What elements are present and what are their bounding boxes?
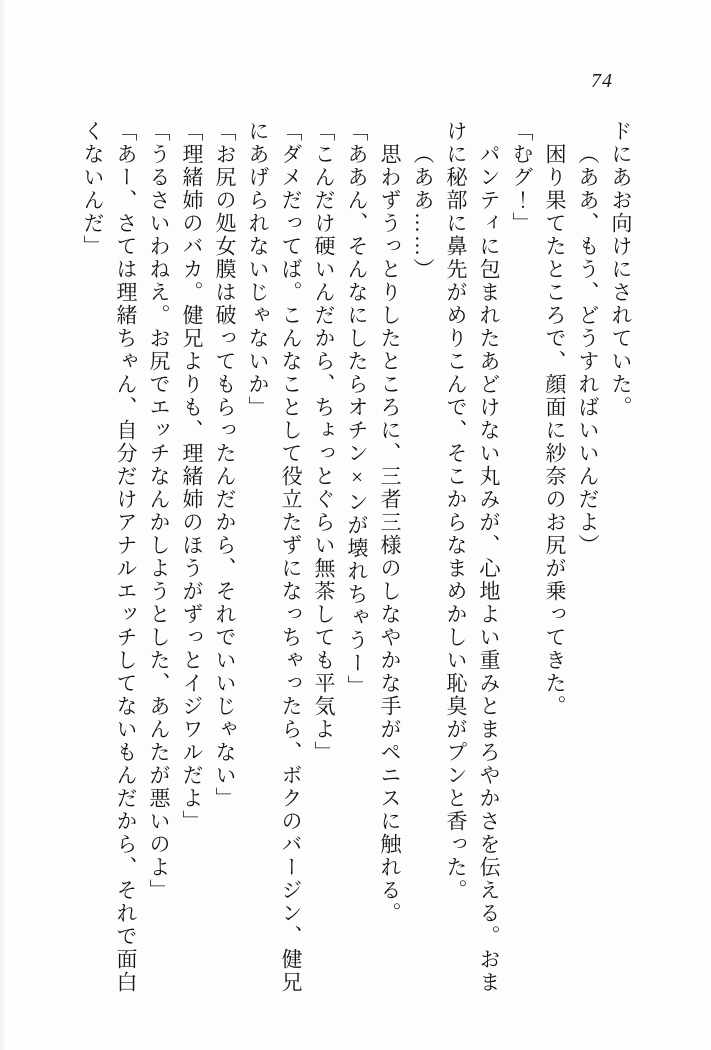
text-line: 「ダメだってば。こんなことして役立たずになっちゃったら、ボクのバージン、健兄	[279, 120, 303, 994]
text-line: 「お尻の処女膜は破ってもらったんだから、それでいいじゃない」	[213, 120, 237, 810]
page-number: 74	[591, 70, 613, 92]
text-line: 「こんだけ硬いんだから、ちょっとぐらい無茶しても平気よ」	[312, 120, 336, 764]
text-line: （ああ……）	[411, 143, 435, 281]
page-text-block	[76, 120, 637, 1012]
text-line: （ああ、もう、どうすればいいんだよ）	[576, 143, 600, 557]
text-line: 「むグ！」	[510, 120, 534, 235]
text-line: 困り果てたところで、顔面に紗奈のお尻が乗ってきた。	[543, 143, 567, 718]
text-line: くないんだ」	[81, 120, 105, 258]
text-line: 思わずうっとりしたところに、三者三様のしなやかな手がペニスに触れる。	[378, 143, 402, 925]
text-line: 「ああん、そんなにしたらオチン×ンが壊れちゃうー」	[345, 120, 369, 698]
text-line: 「うるさいわねえ。お尻でエッチなんかしようとした、あんたが悪いのよ」	[147, 120, 171, 902]
scan-edge-shadow	[0, 0, 6, 1050]
text-line: パンティに包まれたあどけない丸みが、心地よい重みとまろやかさを伝える。おま	[477, 143, 501, 994]
text-line: 「理緒姉のバカ。健兄よりも、理緒姉のほうがずっとイジワルだよ」	[180, 120, 204, 833]
text-line: ドにあお向けにされていた。	[609, 120, 633, 419]
text-line: 「あー、さては理緒ちゃん、自分だけアナルエッチしてないもんだから、それで面白	[114, 120, 138, 994]
text-line: にあげられないじゃないか」	[246, 120, 270, 419]
text-line: けに秘部に鼻先がめりこんで、そこからなまめかしい恥臭がプンと香った。	[444, 120, 468, 902]
